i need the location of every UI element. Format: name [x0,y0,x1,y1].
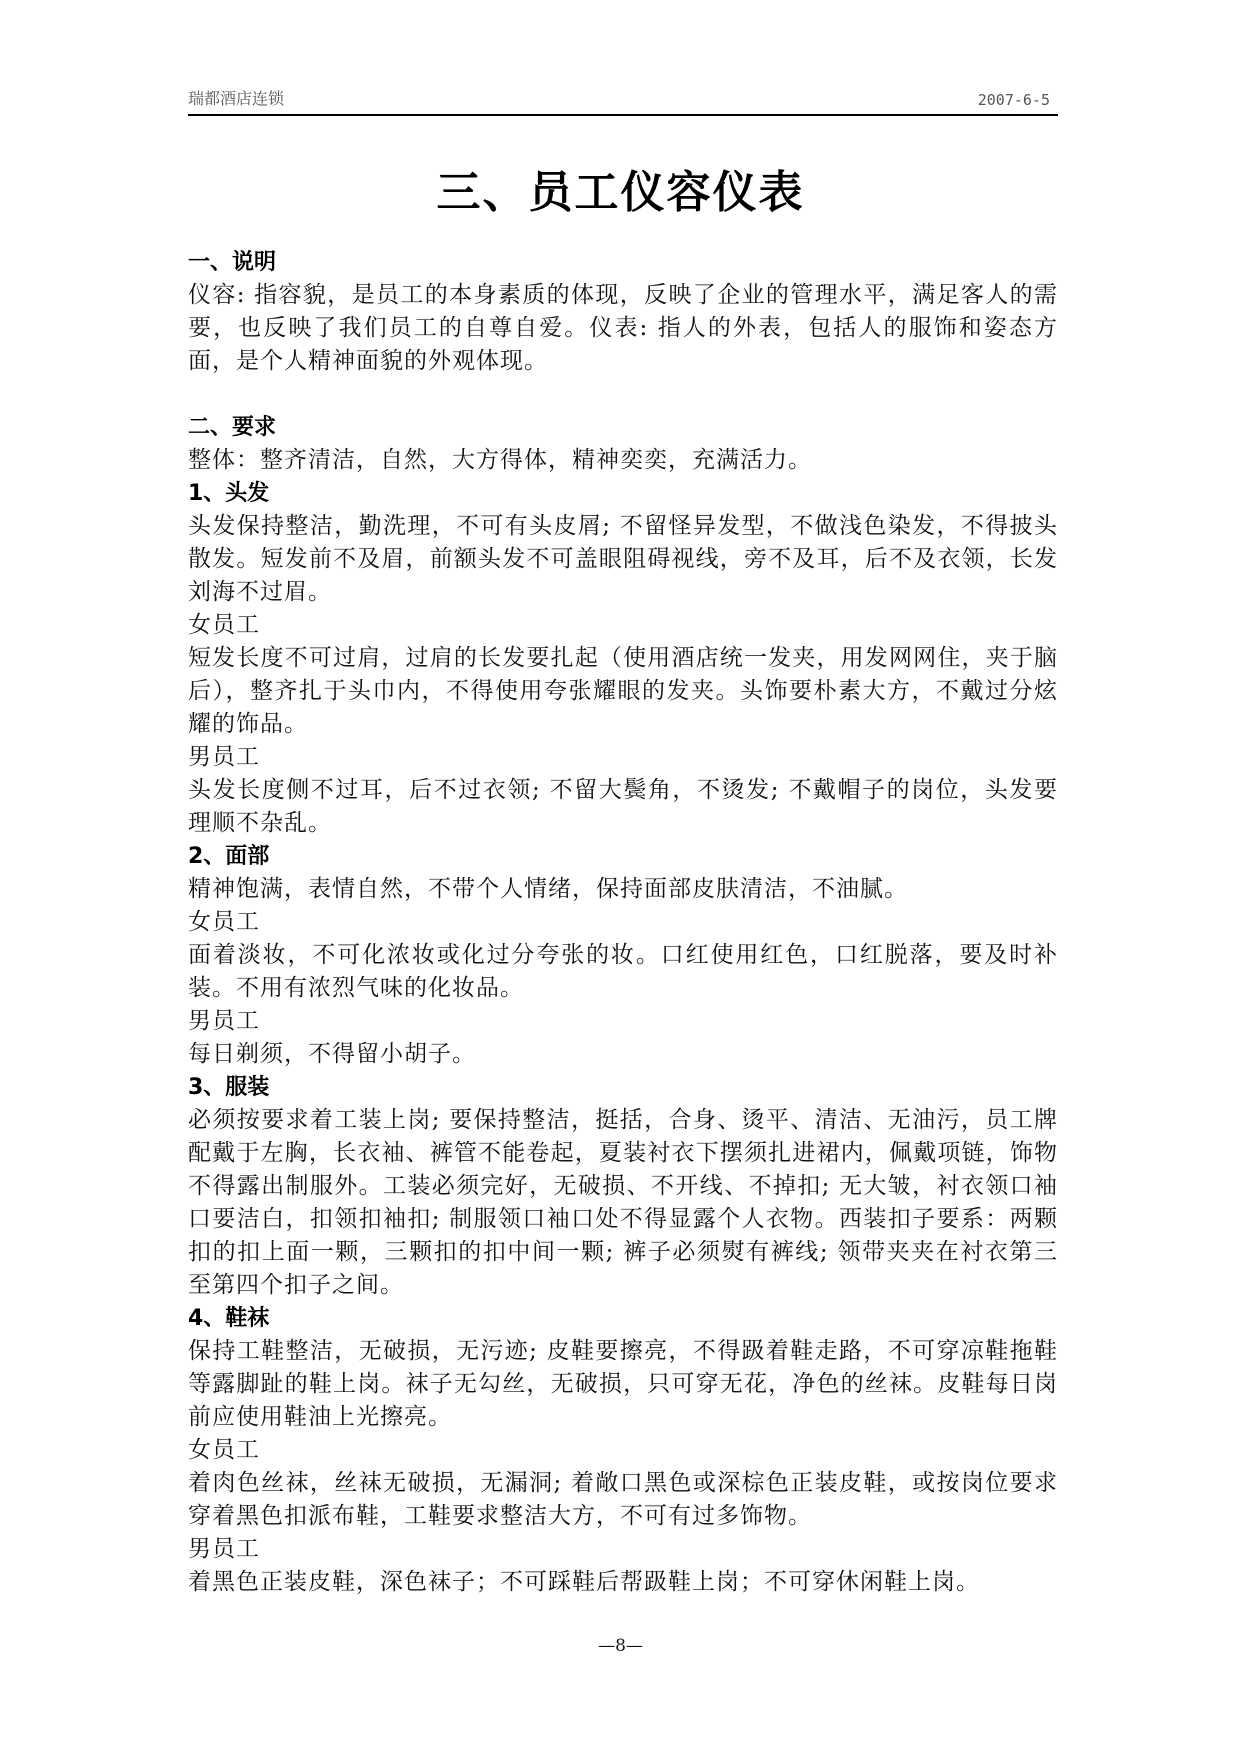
uniform-text: 必须按要求着工装上岗; 要保持整洁，挺括，合身、烫平、清洁、无油污，员工牌配戴于左胸，长衣袖、裤管不能卷起，夏装衬衣下摆须扎进裙内，佩戴项链，饰物不得露出制服外。工装必须完好，无破损、不开线、不掉扣; 无大皱，衬衣领口袖口要洁白，扣领扣袖扣; 制服领口袖口处不得显露个人衣物。西装扣子要系：两颗扣的扣上面一颗，三颗扣的扣中间一颗; 裤子必须熨有裤线; 领带夹夹在衬衣第三至第四个扣子之间。 [188,1107,1058,1298]
face-female-text: 面着淡妆，不可化浓妆或化过分夸张的妆。口红使用红色，口红脱落，要及时补装。不用有浓烈气味的化妆品。 [188,942,1058,1001]
page-title: 三、员工仪容仪表 [436,167,805,218]
shoes-male-text: 着黑色正装皮鞋，深色袜子；不可踩鞋后帮趿鞋上岗；不可穿休闲鞋上岗。 [188,1569,980,1595]
face-male-label: 男员工 [188,1008,260,1034]
shoes-female-text: 着肉色丝袜，丝袜无破损，无漏洞; 着敞口黑色或深棕色正装皮鞋，或按岗位要求穿着黑色扣派布鞋，工鞋要求整洁大方，不可有过多饰物。 [188,1470,1058,1529]
hair-male-label: 男员工 [188,744,260,770]
hair-female-text: 短发长度不可过肩，过肩的长发要扎起（使用酒店统一发夹，用发网网住，夹于脑后），整齐扎于头巾内，不得使用夸张耀眼的发夹。头饰要朴素大方，不戴过分炫耀的饰品。 [188,645,1058,737]
face-general-text: 精神饱满，表情自然，不带个人情绪，保持面部皮肤清洁，不油腻。 [188,876,908,902]
overall-requirement-text: 整体：整齐清洁，自然，大方得体，精神奕奕，充满活力。 [188,447,812,473]
hair-female-label: 女员工 [188,612,260,638]
face-male-text: 每日剃须，不得留小胡子。 [188,1041,476,1067]
explanation-text: 仪容: 指容貌，是员工的本身素质的体现，反映了企业的管理水平，满足客人的需要，也反映了我们员工的自尊自爱。仪表: 指人的外表，包括人的服饰和姿态方面，是个人精神面貌的外观体现。 [188,282,1058,374]
subheading-face: 2、面部 [188,844,270,869]
subheading-shoes: 4、鞋袜 [188,1306,270,1331]
hair-general-text: 头发保持整洁，勤洗理，不可有头皮屑; 不留怪异发型，不做浅色染发，不得披头散发。短发前不及眉，前额头发不可盖眼阻碍视线，旁不及耳，后不及衣领，长发刘海不过眉。 [188,513,1058,605]
hair-male-text: 头发长度侧不过耳，后不过衣领; 不留大鬓角，不烫发; 不戴帽子的岗位，头发要理顺不杂乱。 [188,777,1058,836]
page-number: —8— [598,1636,643,1656]
shoes-general-text: 保持工鞋整洁，无破损，无污迹; 皮鞋要擦亮，不得趿着鞋走路，不可穿凉鞋拖鞋等露脚趾的鞋上岗。袜子无勾丝，无破损，只可穿无花，净色的丝袜。皮鞋每日岗前应使用鞋油上光擦亮。 [188,1338,1058,1430]
subheading-hair: 1、头发 [188,481,270,506]
subheading-uniform: 3、服装 [188,1075,270,1100]
section-heading-explanation: 一、说明 [188,250,277,275]
shoes-female-label: 女员工 [188,1437,260,1463]
section-heading-requirements: 二、要求 [188,415,277,440]
spacer [188,378,1058,411]
header-company: 瑞都酒店连锁 [188,89,285,108]
document-body [188,246,1058,1599]
shoes-male-label: 男员工 [188,1536,260,1562]
face-female-label: 女员工 [188,909,260,935]
header-date: 2007-6-5 [977,91,1050,109]
running-header [188,88,1058,116]
